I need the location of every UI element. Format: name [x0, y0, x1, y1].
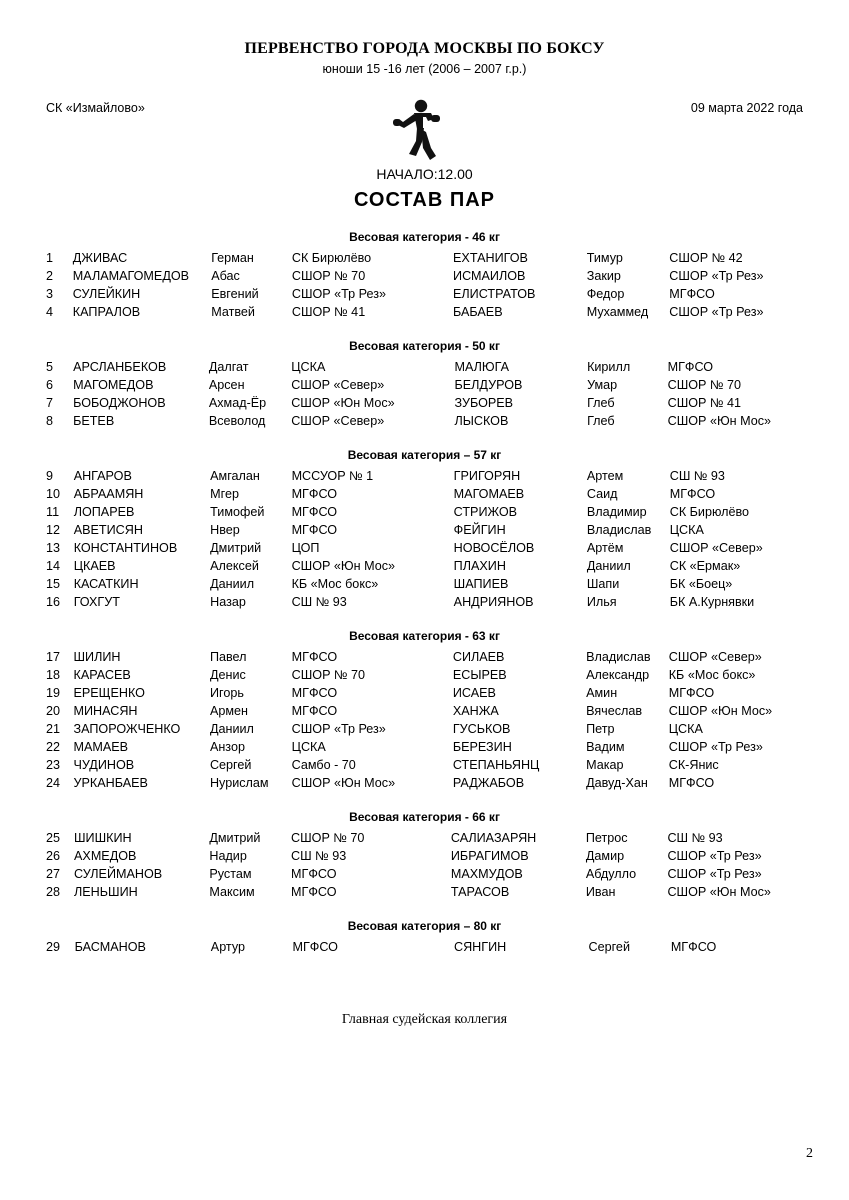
boxer2-club: СШОР «Север» [669, 541, 763, 555]
bout-number: 2 [46, 269, 54, 283]
table-row [46, 593, 803, 611]
boxer2-firstname: Дамир [585, 849, 625, 863]
boxer1-firstname: Абас [211, 269, 240, 283]
boxer1-firstname: Евгений [211, 287, 259, 301]
boxer1-firstname: Даниил [209, 722, 254, 736]
table-row [46, 648, 803, 666]
boxer1-lastname: АНГАРОВ [73, 469, 132, 483]
boxer2-firstname: Вадим [586, 740, 625, 754]
boxer2-firstname: Умар [587, 378, 618, 392]
boxer1-lastname: КОНСТАНТИНОВ [73, 541, 178, 555]
start-time: НАЧАЛО:12.00 [376, 166, 473, 182]
table-row [46, 503, 803, 521]
boxer1-lastname: БЕТЕВ [73, 414, 115, 428]
bout-number: 20 [46, 704, 61, 718]
boxer1-firstname: Амгалан [210, 469, 260, 483]
boxer2-lastname: ИБРАГИМОВ [450, 849, 529, 863]
boxer1-club: ЦОП [291, 541, 320, 555]
boxer2-club: СШОР «Тр Рез» [669, 305, 764, 319]
weight-category-title: Весовая категория - 66 кг [349, 810, 500, 824]
table-row [46, 557, 803, 575]
boxer2-club: СШОР «Юн Мос» [667, 414, 772, 428]
boxer2-club: МГФСО [668, 686, 715, 700]
boxer1-lastname: ЗАПОРОЖЧЕНКО [73, 722, 181, 736]
bout-number: 28 [46, 885, 61, 899]
boxer2-club: МГФСО [670, 940, 717, 954]
boxer1-lastname: БАСМАНОВ [74, 940, 146, 954]
boxer2-club: СШОР «Юн Мос» [667, 885, 771, 899]
bout-number: 25 [46, 831, 61, 845]
boxer2-firstname: Мухаммед [586, 305, 649, 319]
boxer1-club: МГФСО [291, 523, 338, 537]
bout-number: 23 [46, 758, 61, 772]
bout-number: 4 [46, 305, 54, 319]
bout-number: 11 [46, 505, 60, 519]
page-title: ПЕРВЕНСТВО ГОРОДА МОСКВЫ ПО БОКСУ [244, 40, 605, 57]
boxer2-club: СШОР «Юн Мос» [668, 704, 773, 718]
boxer2-club: СШ № 93 [667, 831, 723, 845]
boxer1-firstname: Артур [210, 940, 245, 954]
boxer1-club: СШОР № 70 [291, 831, 365, 845]
boxer2-firstname: Давуд-Хан [586, 776, 648, 790]
boxer2-club: МГФСО [669, 487, 716, 501]
boxer1-firstname: Герман [211, 251, 254, 265]
table-row [46, 412, 803, 430]
bout-number: 16 [46, 595, 61, 609]
boxer1-club: СШОР «Тр Рез» [291, 722, 386, 736]
boxer2-firstname: Глеб [587, 414, 615, 428]
boxer2-lastname: АНДРИЯНОВ [453, 595, 534, 609]
boxer2-firstname: Александр [586, 668, 650, 682]
table-row [46, 829, 803, 847]
boxer2-club: СШОР «Тр Рез» [667, 849, 762, 863]
boxer1-firstname: Дмитрий [209, 831, 261, 845]
boxer2-club: СШОР «Север» [668, 650, 762, 664]
boxer2-lastname: БЕРЕЗИН [452, 740, 512, 754]
boxer1-club: СШ № 93 [291, 849, 347, 863]
boxer1-club: МГФСО [292, 940, 338, 954]
boxer1-club: СШОР № 70 [291, 269, 366, 283]
bout-number: 5 [46, 360, 54, 374]
bout-number: 22 [46, 740, 61, 754]
table-row [46, 376, 803, 394]
boxer2-lastname: СТРИЖОВ [453, 505, 518, 519]
boxer2-lastname: ТАРАСОВ [450, 885, 510, 899]
boxer2-club: СК «Ермак» [669, 559, 741, 573]
boxer1-lastname: ДЖИВАС [72, 251, 128, 265]
table-row [46, 485, 803, 503]
boxer2-lastname: САЛИАЗАРЯН [450, 831, 537, 845]
boxer2-club: ЦСКА [668, 722, 703, 736]
boxer2-lastname: МАЛЮГА [454, 360, 510, 374]
boxer2-lastname: ПЛАХИН [453, 559, 506, 573]
boxer2-firstname: Абдулло [585, 867, 637, 881]
weight-category-block [46, 230, 803, 321]
boxer1-lastname: КАПРАЛОВ [72, 305, 141, 319]
table-row [46, 666, 803, 684]
bout-number: 14 [46, 559, 61, 573]
boxer1-lastname: КАРАСЕВ [73, 668, 131, 682]
boxer1-lastname: СУЛЕЙКИН [72, 287, 141, 301]
boxer2-firstname: Владислав [586, 523, 652, 537]
bout-number: 21 [46, 722, 61, 736]
page-subtitle: юноши 15 -16 лет (2006 – 2007 г.р.) [322, 62, 527, 76]
boxer2-lastname: ЛЫСКОВ [454, 414, 509, 428]
boxer2-firstname: Кирилл [587, 360, 631, 374]
bout-number: 10 [46, 487, 61, 501]
boxer2-lastname: ИСМАИЛОВ [453, 269, 526, 283]
boxer2-firstname: Иван [585, 885, 616, 899]
boxer2-club: СШОР № 70 [667, 378, 741, 392]
venue-label: СК «Измайлово» [46, 101, 145, 115]
bout-number: 15 [46, 577, 61, 591]
boxer2-lastname: ФЕЙГИН [453, 523, 506, 537]
boxer1-lastname: УРКАНБАЕВ [73, 776, 148, 790]
bouts-table [46, 467, 803, 611]
table-row [46, 756, 803, 774]
weight-category-title: Весовая категория – 80 кг [347, 919, 502, 933]
boxer1-lastname: АХМЕДОВ [74, 849, 137, 863]
table-row [46, 738, 803, 756]
boxer1-club: МГФСО [291, 704, 338, 718]
boxer2-lastname: ЗУБОРЕВ [454, 396, 514, 410]
pairs-heading: СОСТАВ ПАР [353, 189, 495, 211]
boxer1-firstname: Даниил [210, 577, 255, 591]
boxer2-firstname: Владислав [586, 650, 651, 664]
bout-number: 17 [46, 650, 61, 664]
boxer1-firstname: Армен [209, 704, 248, 718]
boxer1-lastname: ЛОПАРЕВ [73, 505, 135, 519]
boxer2-lastname: ГУСЬКОВ [452, 722, 511, 736]
boxer1-club: СШОР «Север» [291, 378, 385, 392]
boxer1-club: СК Бирюлёво [291, 251, 372, 265]
boxer1-club: СШОР № 70 [291, 668, 365, 682]
boxer1-firstname: Денис [209, 668, 246, 682]
boxer1-lastname: КАСАТКИН [73, 577, 139, 591]
weight-category-block [46, 810, 803, 901]
boxer2-lastname: МАГОМАЕВ [453, 487, 525, 501]
weight-category-title: Весовая категория - 63 кг [349, 629, 500, 643]
bout-number: 6 [46, 378, 54, 392]
boxer2-firstname: Вячеслав [586, 704, 643, 718]
boxer1-firstname: Тимофей [210, 505, 265, 519]
boxer1-firstname: Назар [210, 595, 246, 609]
bout-number: 19 [46, 686, 61, 700]
boxer2-lastname: БАБАЕВ [453, 305, 503, 319]
boxer1-club: МГФСО [291, 505, 338, 519]
boxer2-club: ЦСКА [669, 523, 704, 537]
boxer-icon [390, 98, 446, 164]
boxer1-club: ЦСКА [291, 360, 326, 374]
bouts-table [46, 648, 803, 792]
boxer2-lastname: РАДЖАБОВ [452, 776, 525, 790]
boxer2-club: МГФСО [669, 287, 715, 301]
boxer2-lastname: СИЛАЕВ [452, 650, 505, 664]
table-row [46, 303, 803, 321]
boxer1-club: МССУОР № 1 [291, 469, 374, 483]
bout-number: 12 [46, 523, 61, 537]
bouts-table [46, 938, 803, 956]
boxer2-club: КБ «Мос бокс» [668, 668, 756, 682]
boxer1-firstname: Мгер [210, 487, 239, 501]
table-row [46, 883, 803, 901]
boxer2-club: СШ № 93 [669, 469, 725, 483]
boxer2-club: БК «Боец» [669, 577, 733, 591]
boxer2-club: СШОР № 42 [669, 251, 743, 265]
boxer1-firstname: Дмитрий [210, 541, 262, 555]
boxer2-lastname: ШАПИЕВ [453, 577, 509, 591]
boxer1-firstname: Арсен [208, 378, 245, 392]
page-number: 2 [806, 1146, 813, 1161]
boxer1-club: МГФСО [291, 686, 338, 700]
bouts-table [46, 249, 803, 321]
boxer1-club: МГФСО [291, 487, 338, 501]
bout-number: 27 [46, 867, 61, 881]
footer-note: Главная судейская коллегия [341, 1012, 508, 1027]
boxer2-firstname: Тимур [586, 251, 623, 265]
bout-number: 1 [46, 251, 54, 265]
boxer2-firstname: Саид [586, 487, 618, 501]
document-meta-row [46, 98, 803, 164]
table-row [46, 575, 803, 593]
boxer1-firstname: Матвей [211, 305, 255, 319]
boxer1-lastname: ЕРЕЩЕНКО [73, 686, 145, 700]
boxer2-lastname: ЕХТАНИГОВ [453, 251, 528, 265]
boxer1-lastname: АВЕТИСЯН [73, 523, 143, 537]
boxer2-club: СШОР «Тр Рез» [669, 269, 764, 283]
boxer1-lastname: БОБОДЖОНОВ [73, 396, 166, 410]
bout-number: 18 [46, 668, 61, 682]
bout-number: 9 [46, 469, 54, 483]
boxer1-club: СШОР «Юн Мос» [291, 396, 395, 410]
boxer1-club: СШОР № 41 [291, 305, 366, 319]
boxer2-lastname: ХАНЖА [452, 704, 499, 718]
boxer1-lastname: МИНАСЯН [73, 704, 138, 718]
boxer1-club: МГФСО [291, 867, 337, 881]
bout-number: 29 [46, 940, 61, 954]
boxer1-club: СШ № 93 [291, 595, 347, 609]
boxer1-firstname: Максим [209, 885, 255, 899]
table-row [46, 847, 803, 865]
boxer2-firstname: Закир [586, 269, 621, 283]
bout-number: 8 [46, 414, 54, 428]
boxer2-lastname: ЕСЫРЕВ [452, 668, 507, 682]
boxer1-firstname: Игорь [209, 686, 244, 700]
boxer2-club: СШОР «Тр Рез» [668, 740, 763, 754]
weight-category-block [46, 339, 803, 430]
boxer2-firstname: Даниил [586, 559, 631, 573]
bout-number: 3 [46, 287, 54, 301]
boxer2-club: БК А.Курнявки [669, 595, 755, 609]
boxer2-club: СШОР № 41 [667, 396, 741, 410]
boxer1-club: СШОР «Тр Рез» [291, 287, 387, 301]
boxer2-firstname: Макар [586, 758, 624, 772]
boxer2-firstname: Глеб [587, 396, 615, 410]
weight-category-block [46, 919, 803, 956]
boxer2-club: МГФСО [667, 360, 714, 374]
table-row [46, 702, 803, 720]
boxer1-lastname: МАГОМЕДОВ [73, 378, 154, 392]
boxer1-lastname: МАМАЕВ [73, 740, 129, 754]
weight-category-block [46, 448, 803, 611]
boxer1-lastname: АБРААМЯН [73, 487, 144, 501]
boxer1-firstname: Рустам [209, 867, 252, 881]
weight-category-title: Весовая категория - 50 кг [349, 339, 500, 353]
boxer2-firstname: Артем [586, 469, 624, 483]
boxer1-lastname: ЧУДИНОВ [73, 758, 135, 772]
boxer2-club: СК-Янис [668, 758, 719, 772]
boxer1-firstname: Сергей [209, 758, 252, 772]
boxer2-firstname: Федор [586, 287, 625, 301]
table-row [46, 267, 803, 285]
boxer2-lastname: СТЕПАНЬЯНЦ [452, 758, 540, 772]
bouts-table [46, 829, 803, 901]
boxer2-firstname: Илья [586, 595, 617, 609]
boxer2-club: СШОР «Тр Рез» [667, 867, 762, 881]
table-row [46, 394, 803, 412]
boxer2-lastname: БЕЛДУРОВ [454, 378, 523, 392]
boxer1-firstname: Всеволод [208, 414, 266, 428]
boxer2-lastname: ИСАЕВ [452, 686, 496, 700]
boxer1-lastname: ЦКАЕВ [73, 559, 116, 573]
boxer1-club: МГФСО [291, 650, 338, 664]
boxer2-lastname: МАХМУДОВ [450, 867, 523, 881]
boxer2-lastname: НОВОСЁЛОВ [453, 541, 535, 555]
boxer2-lastname: ЕЛИСТРАТОВ [453, 287, 536, 301]
bouts-table [46, 358, 803, 430]
boxer2-firstname: Петрос [585, 831, 628, 845]
boxer2-firstname: Амин [586, 686, 618, 700]
boxer1-firstname: Анзор [209, 740, 245, 754]
bout-number: 7 [46, 396, 54, 410]
table-row [46, 285, 803, 303]
boxer1-club: СШОР «Юн Мос» [291, 559, 396, 573]
boxer1-lastname: ЛЕНЬШИН [74, 885, 138, 899]
bout-number: 13 [46, 541, 61, 555]
boxer2-firstname: Сергей [588, 940, 630, 954]
table-row [46, 774, 803, 792]
weight-category-title: Весовая категория – 57 кг [347, 448, 502, 462]
boxer2-firstname: Шапи [586, 577, 620, 591]
boxer1-firstname: Нвер [210, 523, 240, 537]
table-row [46, 358, 803, 376]
boxer2-club: СК Бирюлёво [669, 505, 750, 519]
boxer2-lastname: СЯНГИН [453, 940, 507, 954]
boxer1-club: МГФСО [291, 885, 337, 899]
boxer1-firstname: Павел [209, 650, 247, 664]
boxer1-club: КБ «Мос бокс» [291, 577, 379, 591]
boxer2-firstname: Петр [586, 722, 615, 736]
table-row [46, 539, 803, 557]
table-row [46, 521, 803, 539]
table-row [46, 865, 803, 883]
boxer1-firstname: Надир [209, 849, 247, 863]
table-row [46, 938, 803, 956]
table-row [46, 684, 803, 702]
boxer1-firstname: Нурислам [209, 776, 269, 790]
boxer1-club: Самбо - 70 [291, 758, 356, 772]
bout-number: 26 [46, 849, 61, 863]
boxer2-club: МГФСО [668, 776, 715, 790]
boxer1-firstname: Алексей [210, 559, 259, 573]
table-row [46, 720, 803, 738]
weight-category-block [46, 629, 803, 792]
bout-number: 24 [46, 776, 61, 790]
weight-categories [46, 230, 803, 956]
boxer2-firstname: Владимир [586, 505, 647, 519]
boxer1-lastname: МАЛАМАГОМЕДОВ [72, 269, 190, 283]
boxer2-firstname: Артём [586, 541, 624, 555]
boxer1-lastname: ШИШКИН [74, 831, 132, 845]
boxer1-club: ЦСКА [291, 740, 326, 754]
boxer1-lastname: АРСЛАНБЕКОВ [73, 360, 167, 374]
boxer1-lastname: ГОХГУТ [73, 595, 120, 609]
weight-category-title: Весовая категория - 46 кг [349, 230, 500, 244]
table-row [46, 249, 803, 267]
emblem-container [145, 98, 691, 164]
boxer1-lastname: СУЛЕЙМАНОВ [74, 867, 163, 881]
boxer1-club: СШОР «Юн Мос» [291, 776, 396, 790]
boxer2-lastname: ГРИГОРЯН [453, 469, 521, 483]
boxer1-firstname: Ахмад-Ёр [208, 396, 267, 410]
boxer1-firstname: Далгат [208, 360, 249, 374]
event-date: 09 марта 2022 года [690, 101, 803, 115]
boxer1-club: СШОР «Север» [291, 414, 385, 428]
boxer1-lastname: ШИЛИН [73, 650, 121, 664]
table-row [46, 467, 803, 485]
